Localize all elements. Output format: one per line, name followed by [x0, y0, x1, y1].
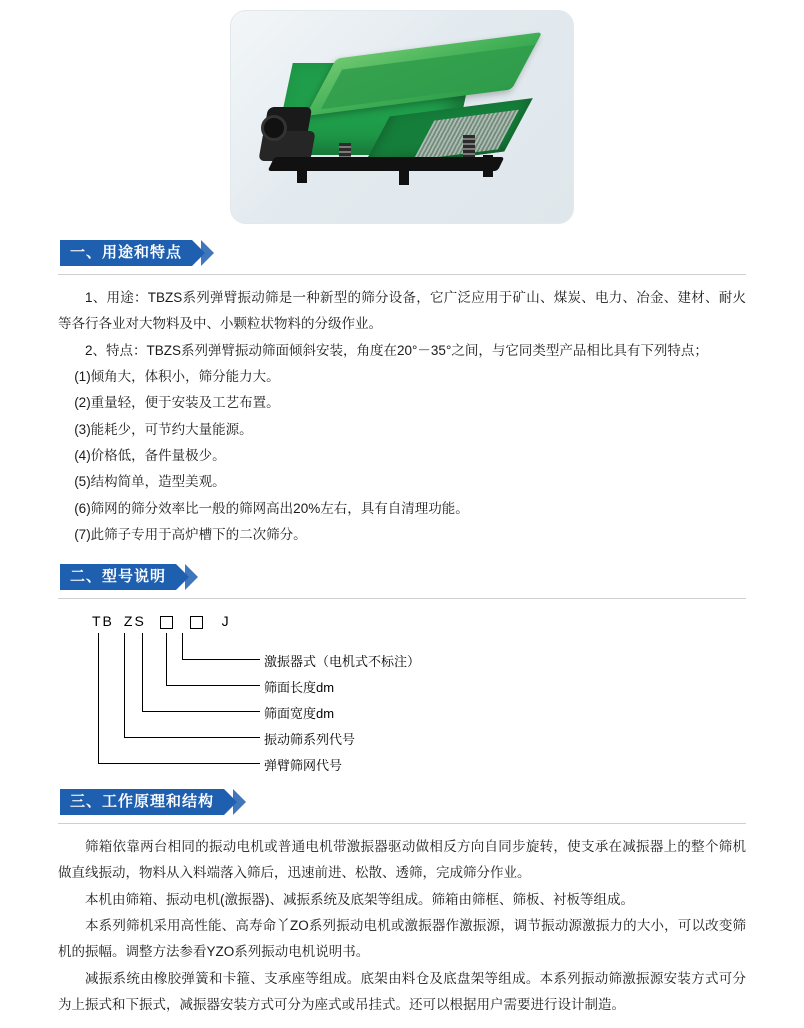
heading-arrow-icon-2: [201, 240, 214, 266]
section-divider-1: [58, 274, 746, 275]
section-body-purpose: [58, 285, 746, 548]
list-item: (4)价格低，备件量极少。: [74, 447, 226, 463]
model-code-box-1: [160, 616, 173, 629]
leader-line-v-5: [98, 633, 99, 763]
leader-line-v-2: [166, 633, 167, 685]
section-body-principle: [58, 834, 746, 1018]
section-heading-model-label: 二、型号说明: [60, 564, 176, 590]
list-item: (2)重量轻，便于安装及工艺布置。: [74, 395, 280, 411]
leader-line-v-4: [124, 633, 125, 737]
machine-leg-3: [483, 155, 493, 177]
leader-line-h-4: [124, 737, 260, 738]
product-photo-container: [0, 0, 804, 224]
model-label-2: 筛面长度dm: [264, 680, 335, 696]
heading-arrow-icon-2: [185, 564, 198, 590]
section-heading-model: [60, 564, 198, 590]
list-item: (1)倾角大，体积小，筛分能力大。: [74, 368, 280, 384]
machine-leg-2: [399, 163, 409, 185]
leader-line-h-3: [142, 711, 260, 712]
paragraph: 本系列筛机采用高性能、高寿命丫ZO系列振动电机或激振器作激振源，调节振动源激振力的大小，可以改变筛机的振幅。调整方法参看YZO系列振动电机说明书。: [58, 918, 746, 960]
model-label-4: 振动筛系列代号: [264, 732, 356, 748]
machine-leg-1: [297, 161, 307, 183]
leader-line-h-1: [182, 659, 260, 660]
model-code-part-zs: ZS: [123, 613, 146, 630]
leader-line-v-3: [142, 633, 143, 711]
heading-arrow-icon-2: [233, 789, 246, 815]
list-item: (3)能耗少，可节约大量能源。: [74, 421, 253, 437]
model-label-1: 激振器式（电机式不标注）: [264, 654, 421, 670]
section-divider-2: [58, 598, 746, 599]
list-item: (5)结构简单，造型美观。: [74, 474, 226, 490]
paragraph: 本机由筛箱、振动电机(激振器)、减振系统及底架等组成。筛箱由筛框、筛板、衬板等组成。: [85, 891, 634, 907]
section-heading-purpose: [60, 240, 214, 266]
page-footer-space: [0, 1018, 804, 1028]
model-label-5: 弹臂筛网代号: [264, 758, 343, 774]
model-code-box-2: [190, 616, 203, 629]
model-code-part-j: J: [221, 613, 231, 630]
leader-line-h-5: [98, 763, 260, 764]
model-code-part-tb: TB: [92, 613, 114, 630]
paragraph: 筛箱依靠两台相同的振动电机或普通电机带激振器驱动做相反方向自同步旋转，使支承在减振器上的整个筛机做直线振动，物料从入料端落入筛后，迅速前进、松散、透筛，完成筛分作业。: [58, 839, 746, 881]
paragraph: 减振系统由橡胶弹簧和卡箍、支承座等组成。底架由料仓及底盘架等组成。本系列振动筛激振源安装方式可分为上振式和下振式，减振器安装方式可分为座式或吊挂式。还可以根据用户需要进行设计制造。: [58, 970, 746, 1012]
section-heading-purpose-label: 一、用途和特点: [60, 240, 192, 266]
model-label-3: 筛面宽度dm: [264, 706, 335, 722]
model-code-row: [92, 613, 231, 629]
section-divider-3: [58, 823, 746, 824]
leader-line-h-2: [166, 685, 260, 686]
machine-spring-rear: [463, 135, 475, 159]
model-code-diagram: [0, 613, 804, 773]
paragraph: 1、用途：TBZS系列弹臂振动筛是一种新型的筛分设备，它广泛应用于矿山、煤炭、电力、冶金、建材、耐火等各行各业对大物料及中、小颗粒状物料的分级作业。: [58, 290, 746, 332]
list-item: (6)筛网的筛分效率比一般的筛网高出20%左右，具有自清理功能。: [74, 500, 469, 516]
list-item: (7)此筛子专用于高炉槽下的二次筛分。: [74, 526, 307, 542]
paragraph: 2、特点：TBZS系列弹臂振动筛面倾斜安装，角度在20°－35°之间，与它同类型产品相比具有下列特点；: [85, 342, 708, 358]
section-heading-principle-label: 三、工作原理和结构: [60, 789, 224, 815]
machine-flywheel: [261, 115, 287, 141]
section-heading-principle: [60, 789, 246, 815]
product-photo: [230, 10, 574, 224]
leader-line-v-1: [182, 633, 183, 659]
